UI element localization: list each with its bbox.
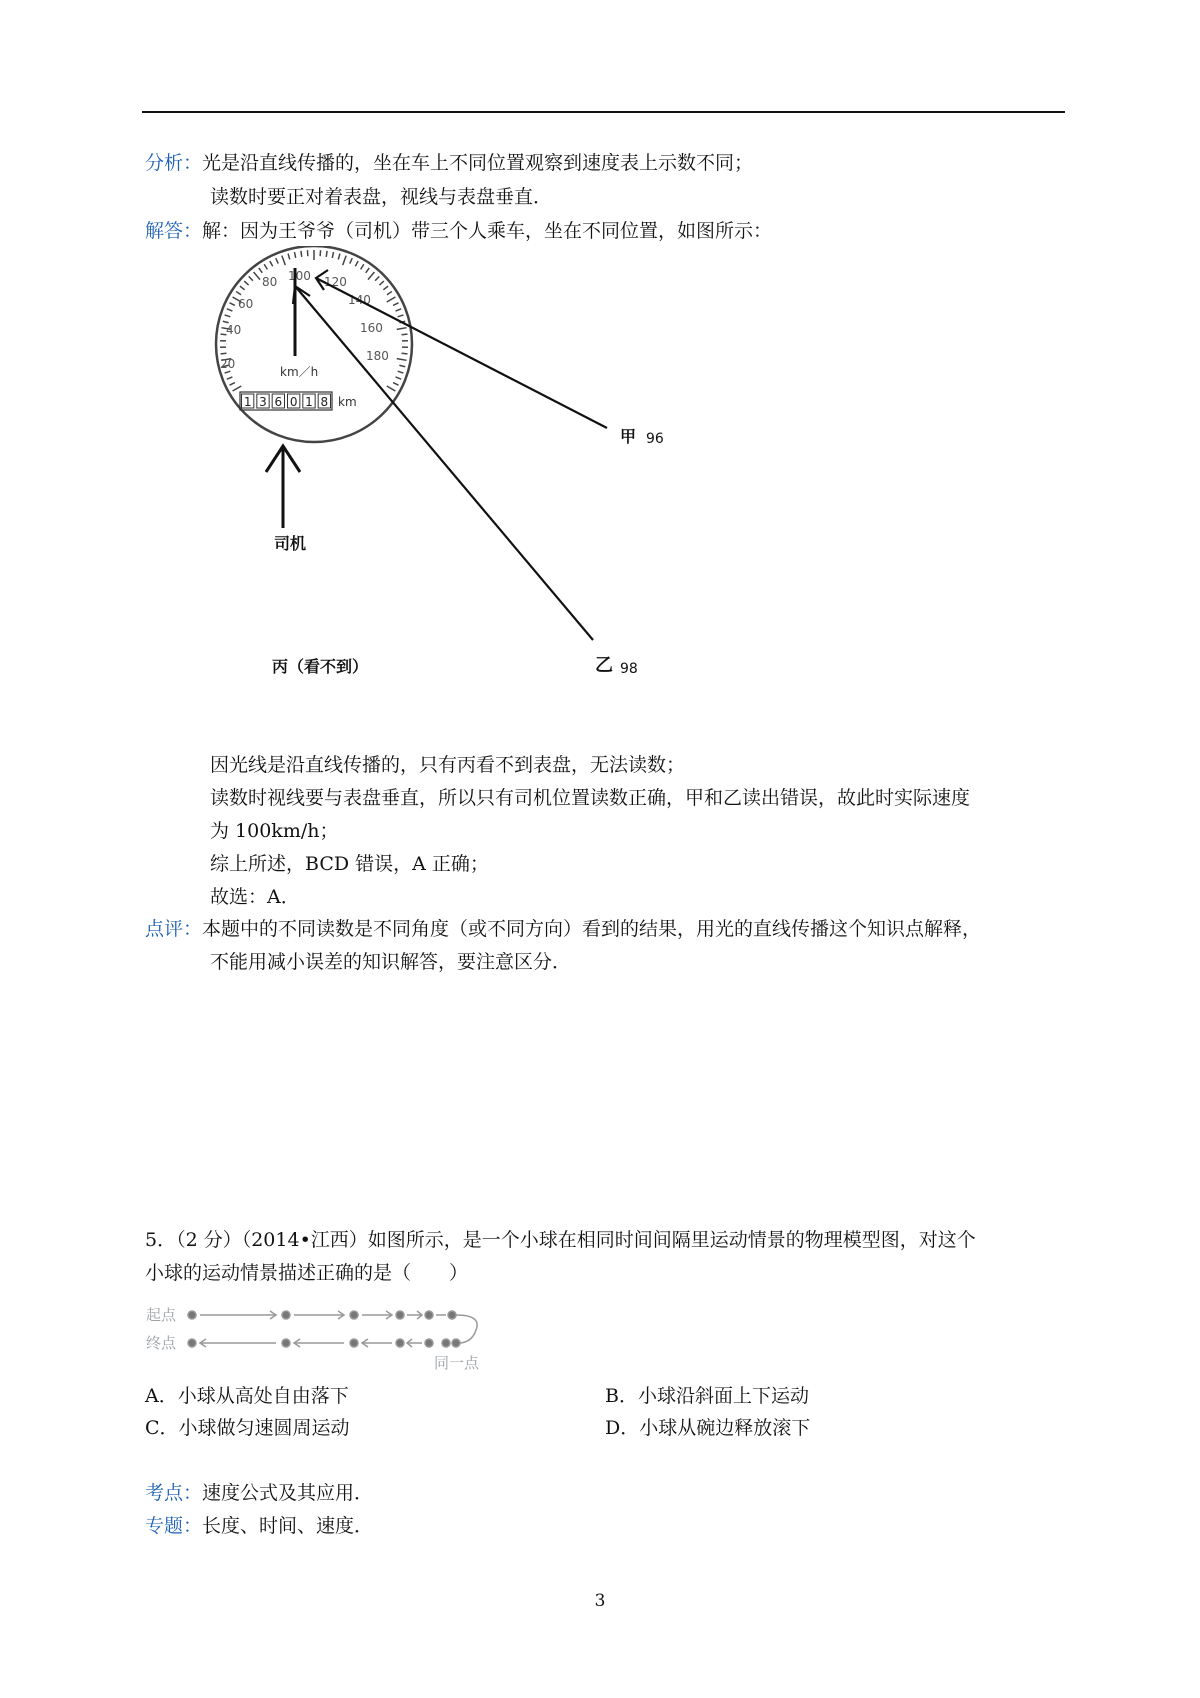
dial-120: 120 [324,275,347,289]
speedometer-figure [200,246,740,746]
jia-value: 96 [646,431,664,447]
driver-label: 司机 [274,534,307,553]
dial-tick [249,276,253,280]
question5-stem-2: 小球的运动情景描述正确的是（ ） [145,1262,469,1284]
dial-tick [227,377,233,379]
answer-text-6: 故选：A． [210,886,300,908]
answer-text-1: 解：因为王爷爷（司机）带三个人乘车，坐在不同位置，如图所示： [202,220,773,242]
dial-tick [397,328,407,330]
dial-tick [225,315,231,317]
dial-tick [338,254,340,260]
analysis-text-1: 光是沿直线传播的，坐在车上不同位置观察到速度表上示数不同； [202,152,754,174]
answer-text-2: 因光线是沿直线传播的，只有丙看不到表盘，无法读数； [210,754,686,776]
upper-track [188,1311,477,1343]
yi-sight-line [293,286,593,640]
kaodian-line [145,1481,373,1505]
odometer-digit: 8 [320,395,329,409]
dial-40: 40 [226,323,242,337]
dial-tick [236,291,241,294]
odometer [240,392,357,410]
yi-label: 乙 [595,655,613,676]
question5-stem-1: 5．（2 分）（2014•江西）如图所示，是一个小球在相同时间间隔里运动情景的物理模型图，对这个 [145,1229,976,1251]
comment-text-2: 不能用减小误差的知识解答，要注意区分． [210,951,572,973]
dial-tick [270,261,273,266]
dial-tick [383,286,388,290]
zhuanti-label: 专题： [145,1515,203,1537]
dial-tick [282,256,285,265]
comment-line-1 [145,917,981,941]
dial-tick [396,377,402,379]
dial-tick [240,286,245,290]
dial-tick [368,272,374,280]
dial-tick [225,371,231,373]
end-label: 终点 [146,1334,177,1352]
answer-text-4: 为 100km/h； [210,820,339,842]
dial-tick [355,261,358,266]
dial-tick [288,254,290,260]
dial-tick [393,383,398,386]
dial-tick [259,268,263,273]
option-b: B．小球沿斜面上下运动 [605,1385,809,1407]
dial-160: 160 [360,321,383,335]
zhuanti-line [145,1514,373,1538]
dial-tick [227,309,233,311]
dial-tick [387,297,396,302]
answer-text-3: 读数时视线要与表盘垂直，所以只有司机位置读数正确，甲和乙读出错误，故此时实际速度 [210,787,971,809]
dial-tick [230,383,235,386]
dial-tick [326,251,327,257]
dial-tick [343,256,346,265]
speed-unit: km／h [280,365,319,379]
odometer-digit: 6 [274,395,283,409]
lower-track [188,1339,460,1347]
kaodian-label: 考点： [145,1482,203,1504]
dial-80: 80 [262,275,278,289]
dial-tick [233,386,242,391]
answer-label: 解答： [145,220,203,242]
dial-tick [244,281,248,285]
dial-tick [399,365,405,366]
dial-tick [264,264,267,269]
dial-tick [350,258,352,263]
dial-tick [387,291,392,294]
option-a: A．小球从高处自由落下 [145,1385,349,1407]
dial-tick [402,334,408,335]
dial-tick [387,386,396,391]
dial-tick [230,303,235,306]
speedometer-dial [216,246,412,442]
odometer-digit: 3 [259,395,267,409]
header-rule [142,111,1065,113]
answer-text-5: 综上所述，BCD 错误，A 正确； [210,853,489,875]
dial-tick [379,281,383,285]
dial-tick [332,252,333,258]
analysis-line-1 [145,151,753,175]
same-point-label: 同一点 [434,1354,480,1372]
dial-tick [398,371,404,373]
dial-20: 20 [220,357,236,371]
odometer-unit: km [338,395,357,409]
jia-label: 甲 [620,427,637,446]
odometer-digit: 0 [289,395,298,409]
analysis-text-2: 读数时要正对着表盘，视线与表盘垂直． [210,186,553,208]
dial-tick [398,315,404,317]
dial-tick [402,353,408,354]
odometer-digit: 1 [305,395,313,409]
dial-tick [221,353,227,354]
dial-tick [366,268,370,273]
dial-tick [375,276,379,280]
zhuanti-text: 长度、时间、速度． [202,1515,374,1537]
dial-180: 180 [366,349,389,363]
ball-motion-figure [144,1302,504,1372]
comment-text-1: 本题中的不同读数是不同角度（或不同方向）看到的结果，用光的直线传播这个知识点解释， [202,918,982,940]
dial-140: 140 [348,293,371,307]
option-c: C．小球做匀速圆周运动 [145,1417,350,1439]
dial-100: 100 [288,269,311,283]
dial-tick [393,303,398,306]
dial-60: 60 [238,297,254,311]
yi-value: 98 [620,661,638,677]
answer-line-1 [145,219,772,243]
bing-label: 丙（看不到） [272,657,369,676]
kaodian-text: 速度公式及其应用． [202,1482,374,1504]
dial-tick [396,309,402,311]
dial-tick [361,264,364,269]
dial-tick [276,258,278,263]
dial-tick [301,251,302,257]
odometer-digit: 1 [243,395,252,409]
option-d: D．小球从碗边释放滚下 [605,1417,811,1439]
page-number: 3 [594,1591,606,1611]
dial-tick [294,252,295,258]
dial-tick [397,359,407,361]
analysis-label: 分析： [145,152,203,174]
comment-label: 点评： [145,918,203,940]
start-label: 起点 [146,1306,177,1324]
driver-arrow [266,446,300,528]
dial-tick [254,272,260,280]
